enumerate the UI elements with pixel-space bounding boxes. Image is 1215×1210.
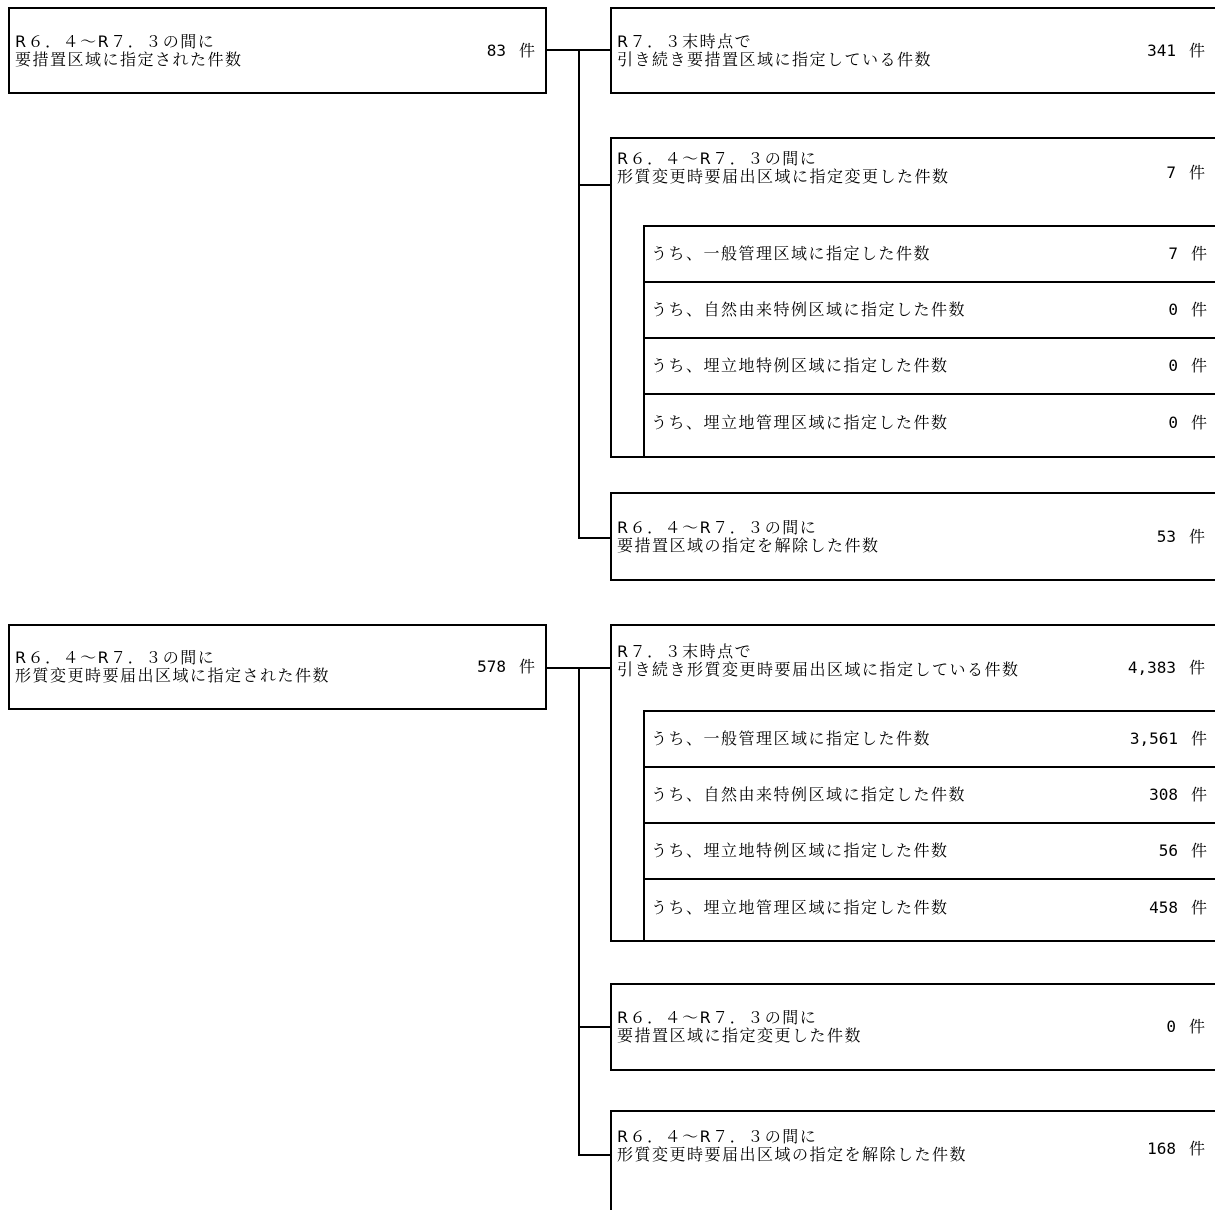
s1-continuing-box: [610, 7, 1215, 94]
s1-sub-row: [643, 393, 1215, 456]
s2-changed-line1: R６．４～R７．３の間に: [617, 1008, 818, 1027]
s2-sub-count-unit: 件: [1190, 785, 1207, 804]
s2-changed-label: [617, 1009, 862, 1045]
s1-sub-row: [643, 337, 1215, 393]
s2-source-count-value: 578: [477, 657, 506, 676]
s2-continuing-count-unit: 件: [1188, 658, 1205, 677]
s2-changed-box: [610, 983, 1215, 1071]
s2-released-line1: R６．４～R７．３の間に: [617, 1127, 818, 1146]
s2-sub-count-value: 308: [1149, 785, 1178, 804]
s2-continuing-line1: R７．３末時点で: [617, 642, 753, 661]
s1-sub-count-value: 0: [1168, 300, 1178, 319]
s2-continuing-line2: 引き続き形質変更時要届出区域に指定している件数: [617, 660, 1020, 679]
s1-continuing-line2: 引き続き要措置区域に指定している件数: [617, 49, 933, 69]
s1-sub-row: [643, 225, 1215, 281]
s1-sub-count: [1168, 245, 1207, 263]
s2-source-label: [15, 649, 330, 685]
s1-sub-count-value: 0: [1168, 413, 1178, 432]
s1-changed-line2: 形質変更時要届出区域に指定変更した件数: [617, 167, 950, 186]
s1-continuing-count-unit: 件: [1188, 40, 1205, 60]
s2-sub-count: [1149, 786, 1207, 804]
s2-sub-count-unit: 件: [1190, 898, 1207, 917]
s2-released-line2: 形質変更時要届出区域の指定を解除した件数: [617, 1145, 968, 1164]
s1-branch-changed: [578, 184, 610, 186]
s1-continuing-count: [1147, 42, 1205, 60]
s1-changed-box: [610, 137, 1215, 458]
s2-sub-label: うち、自然由来特例区域に指定した件数: [651, 785, 967, 804]
s2-continuing-count: [1128, 659, 1205, 677]
s1-continuing-label: [617, 33, 932, 69]
s2-sub-count: [1159, 842, 1207, 860]
s1-source-count-unit: 件: [518, 40, 535, 60]
s1-continuing-count-value: 341: [1147, 40, 1176, 60]
s2-changed-count-unit: 件: [1188, 1017, 1205, 1036]
s2-sub-label: うち、埋立地特例区域に指定した件数: [651, 841, 949, 860]
s1-sub-row: [643, 281, 1215, 337]
s2-sub-label: うち、一般管理区域に指定した件数: [651, 729, 932, 748]
s1-changed-count-unit: 件: [1188, 163, 1205, 182]
s1-sub-count-value: 0: [1168, 356, 1178, 375]
s2-trunk-v: [578, 667, 580, 1155]
s1-sub-count: [1168, 301, 1207, 319]
s2-sub-row: [643, 822, 1215, 878]
s1-branch-released: [578, 537, 610, 539]
s1-released-line1: R６．４～R７．３の間に: [617, 517, 818, 537]
s2-released-count-value: 168: [1147, 1139, 1176, 1158]
s2-source-line2: 形質変更時要届出区域に指定された件数: [15, 666, 331, 685]
s2-changed-line2: 要措置区域に指定変更した件数: [617, 1026, 863, 1045]
s2-sub-label: うち、埋立地管理区域に指定した件数: [651, 898, 949, 917]
s1-continuing-line1: R７．３末時点で: [617, 31, 753, 51]
s1-changed-label: [617, 150, 950, 186]
s2-continuing-box: [610, 624, 1215, 942]
s1-source-line1: R６．４～R７．３の間に: [15, 31, 216, 51]
s1-changed-count: [1166, 164, 1205, 182]
s1-source-count-value: 83: [486, 40, 506, 60]
s1-released-count-value: 53: [1156, 526, 1176, 546]
s2-source-count: [477, 658, 535, 676]
s2-changed-count: [1166, 1018, 1205, 1036]
s1-released-line2: 要措置区域の指定を解除した件数: [617, 535, 880, 555]
s1-sub-count-unit: 件: [1190, 300, 1207, 319]
s2-sub-row: [643, 878, 1215, 940]
s2-source-count-unit: 件: [518, 657, 535, 676]
s2-source-box: [8, 624, 547, 710]
s1-source-count: [487, 42, 535, 60]
s1-released-label: [617, 519, 880, 555]
s1-sub-label: うち、一般管理区域に指定した件数: [651, 244, 932, 263]
s1-sub-label: うち、埋立地管理区域に指定した件数: [651, 413, 949, 432]
s2-released-label: [617, 1128, 967, 1164]
s1-sub-count-unit: 件: [1190, 356, 1207, 375]
s1-sub-count-unit: 件: [1190, 413, 1207, 432]
s1-sub-count-unit: 件: [1190, 244, 1207, 263]
s1-changed-count-value: 7: [1166, 163, 1176, 182]
s2-released-count: [1147, 1140, 1205, 1158]
s1-source-line2: 要措置区域に指定された件数: [15, 49, 243, 69]
s2-continuing-label: [617, 643, 1020, 679]
s1-sub-count-value: 7: [1168, 244, 1178, 263]
s1-released-box: [610, 492, 1215, 581]
s2-sub-count-unit: 件: [1190, 729, 1207, 748]
s2-sub-row: [643, 766, 1215, 822]
s2-branch-changed: [578, 1026, 610, 1028]
s2-continuing-count-value: 4,383: [1127, 658, 1176, 677]
s2-sub-row: [643, 710, 1215, 766]
s1-source-label: [15, 33, 243, 69]
s2-sub-count: [1130, 730, 1207, 748]
s1-source-box: [8, 7, 547, 94]
s2-released-box: [610, 1110, 1215, 1210]
s1-sub-count: [1168, 357, 1207, 375]
s2-sub-count-value: 3,561: [1129, 729, 1178, 748]
s1-sub-count: [1168, 414, 1207, 432]
s2-branch-released: [578, 1154, 610, 1156]
s2-sub-count-value: 56: [1158, 841, 1178, 860]
s1-trunk-v: [578, 49, 580, 538]
s2-sub-count-value: 458: [1149, 898, 1178, 917]
s1-sub-label: うち、自然由来特例区域に指定した件数: [651, 300, 967, 319]
s2-released-count-unit: 件: [1188, 1139, 1205, 1158]
s2-changed-count-value: 0: [1166, 1017, 1176, 1036]
s2-sub-count: [1149, 899, 1207, 917]
s2-sub-count-unit: 件: [1190, 841, 1207, 860]
s1-changed-line1: R６．４～R７．３の間に: [617, 149, 818, 168]
s2-source-line1: R６．４～R７．３の間に: [15, 648, 216, 667]
s1-sub-label: うち、埋立地特例区域に指定した件数: [651, 356, 949, 375]
s1-released-count: [1157, 528, 1205, 546]
s1-released-count-unit: 件: [1188, 526, 1205, 546]
